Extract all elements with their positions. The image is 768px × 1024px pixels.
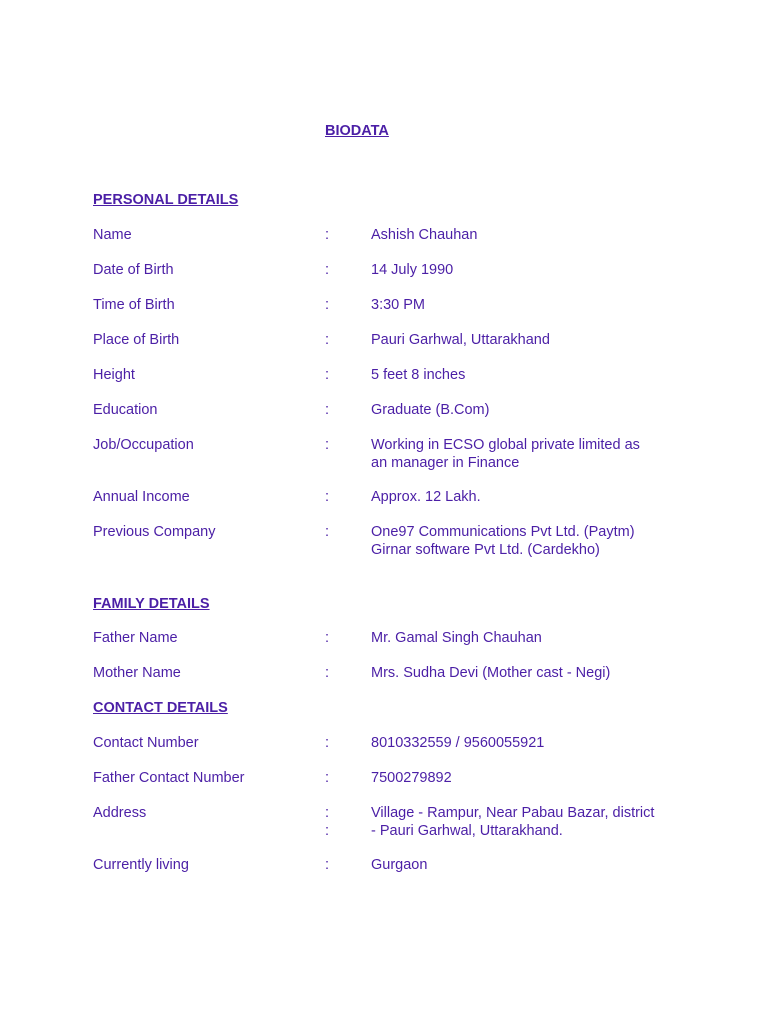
field-label: Job/Occupation — [93, 437, 194, 453]
field-label: Education — [93, 402, 158, 418]
field-separator: : — [325, 857, 330, 873]
field-separator: : — [325, 227, 330, 243]
field-separator: : — [325, 332, 330, 348]
field-label: Annual Income — [93, 489, 190, 505]
field-value: 3:30 PM — [371, 297, 425, 313]
field-separator: : — [325, 524, 330, 540]
field-label: Previous Company — [93, 524, 216, 540]
field-value: Mr. Gamal Singh Chauhan — [371, 630, 542, 646]
field-value: Graduate (B.Com) — [371, 402, 490, 418]
field-value: Gurgaon — [371, 857, 428, 873]
field-separator: : — [325, 735, 330, 751]
field-separator: : — [325, 770, 330, 786]
field-separator: : — [325, 402, 330, 418]
field-label: Place of Birth — [93, 332, 180, 348]
field-label: Father Contact Number — [93, 770, 245, 786]
field-separator: : — [325, 630, 330, 646]
field-label: Time of Birth — [93, 297, 175, 313]
field-label: Currently living — [93, 857, 189, 873]
field-value: Ashish Chauhan — [371, 227, 478, 243]
field-label: Father Name — [93, 630, 178, 646]
field-label: Address — [93, 805, 147, 821]
field-separator: : — [325, 437, 330, 453]
document-title: BIODATA — [325, 123, 389, 139]
field-value: Approx. 12 Lakh. — [371, 489, 481, 505]
field-separator: : — [325, 297, 330, 313]
field-separator: : — [325, 665, 330, 681]
section-heading-family: FAMILY DETAILS — [93, 596, 210, 612]
field-value: 8010332559 / 9560055921 — [371, 735, 545, 751]
field-separator: : : — [325, 805, 330, 839]
field-value: Pauri Garhwal, Uttarakhand — [371, 332, 550, 348]
field-label: Contact Number — [93, 735, 199, 751]
field-value: Village - Rampur, Near Pabau Bazar, district - Pauri Garhwal, Uttarakhand. — [371, 805, 655, 839]
field-separator: : — [325, 489, 330, 505]
field-value: 14 July 1990 — [371, 262, 454, 278]
field-value: Working in ECSO global private limited as an manager in Finance — [371, 437, 640, 471]
field-label: Date of Birth — [93, 262, 174, 278]
field-value: One97 Communications Pvt Ltd. (Paytm) Girnar software Pvt Ltd. (Cardekho) — [371, 524, 635, 558]
field-separator: : — [325, 262, 330, 278]
field-value: 7500279892 — [371, 770, 452, 786]
field-separator: : — [325, 367, 330, 383]
field-label: Height — [93, 367, 135, 383]
field-value: 5 feet 8 inches — [371, 367, 466, 383]
section-heading-personal: PERSONAL DETAILS — [93, 192, 239, 208]
section-heading-contact: CONTACT DETAILS — [93, 700, 228, 716]
field-value: Mrs. Sudha Devi (Mother cast - Negi) — [371, 665, 611, 681]
field-label: Name — [93, 227, 132, 243]
field-label: Mother Name — [93, 665, 181, 681]
